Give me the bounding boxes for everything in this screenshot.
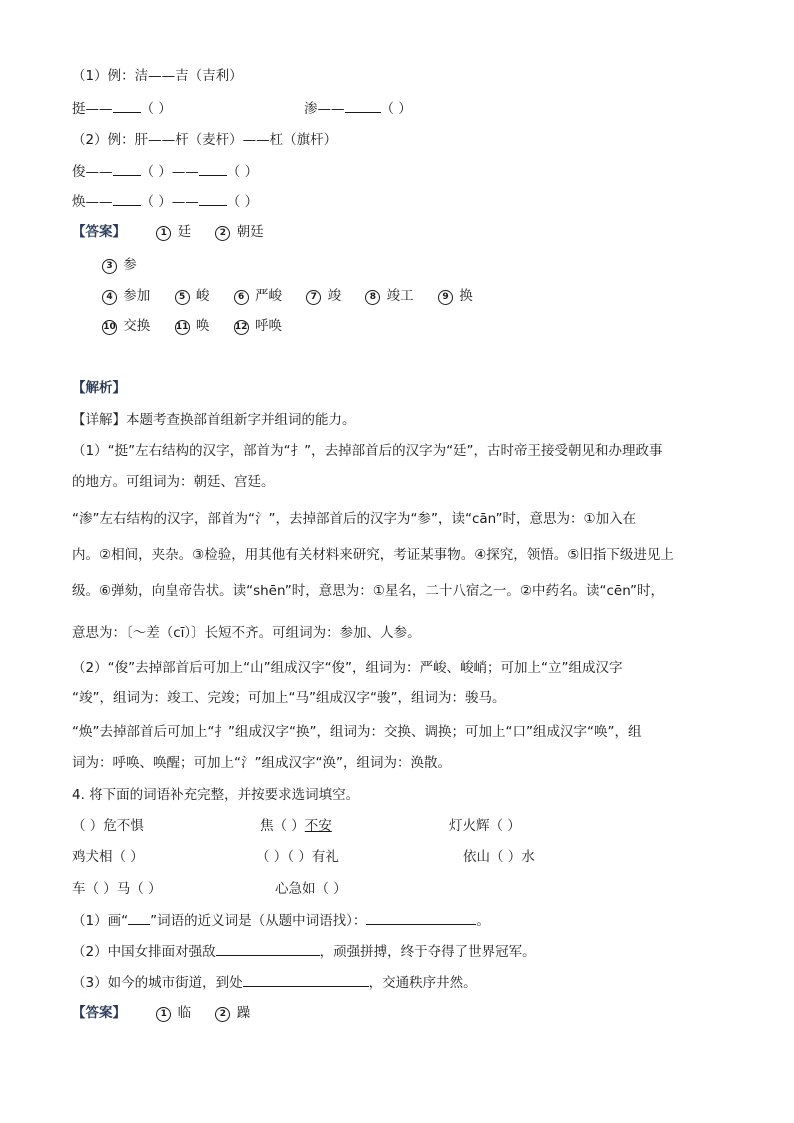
circled-number: 11: [175, 320, 190, 335]
q3-part2-row-b: 焕—— （ ）—— （ ）: [72, 191, 258, 212]
analysis-line: 意思为：〔～差（cī）〕长短不齐。可组词为：参加、人参。: [72, 625, 421, 641]
analysis-line: “渗”左右结构的汉字，部首为“氵”，去掉部首后的汉字为“参”，读“cān”时，意思为：①加入在: [72, 511, 637, 527]
circled-number: 2: [215, 1007, 230, 1022]
analysis-line: 词为：呼唤、唤醒；可加上“氵”组成汉字“涣”，组词为：涣散。: [72, 755, 451, 771]
q3-part2-row-a: 俊—— （ ）—— （ ）: [72, 161, 258, 182]
circled-number: 10: [102, 320, 117, 335]
answer-item: 2 朝廷: [215, 222, 263, 242]
blank-line[interactable]: [345, 98, 381, 113]
circled-number: 12: [234, 320, 249, 335]
answer-item: 1 临: [156, 1003, 191, 1023]
analysis-line: 的地方。可组词为：朝廷、宫廷。: [72, 474, 275, 490]
answer-tag: 【答案】: [72, 1005, 126, 1021]
answer-item: 4 参加: [102, 286, 150, 306]
answer-item: 3 参: [102, 255, 137, 275]
circled-number: 1: [156, 226, 171, 241]
answer-item: 11 唤: [175, 318, 210, 334]
analysis-line: 内。②相间，夹杂。③检验，用其他有关材料来研究，考证某事物。④探究，领悟。⑤旧指下级进见上: [72, 547, 674, 563]
answer-row-4: [102, 316, 302, 336]
answer-row-2: [102, 255, 157, 275]
answer-item: 12 呼唤: [234, 318, 282, 334]
q4-idiom: 灯火辉（ ）: [449, 818, 521, 834]
answer-item: 7 竣: [306, 286, 341, 306]
circled-number: 3: [102, 259, 117, 274]
answer-item: 10 交换: [103, 318, 151, 334]
q4-idiom: 车（ ）马（ ）: [72, 881, 162, 897]
answer-item: 8 竣工: [365, 286, 413, 306]
answer-item: 9 换: [438, 286, 473, 306]
analysis-line: “竣”，组词为：竣工、完竣；可加上“马”组成汉字“骏”，组词为：骏马。: [72, 690, 506, 706]
q3-part1-example: （1）例：洁——吉（吉利）: [72, 68, 243, 84]
blank-line[interactable]: [216, 941, 320, 956]
q4-idiom: （ ）（ ）有礼: [256, 849, 339, 865]
underlined-word: 不安: [304, 818, 332, 834]
circled-number: 6: [234, 290, 249, 305]
circled-number: 5: [175, 290, 190, 305]
answer-item: 5 峻: [175, 286, 210, 306]
q4-idiom: （ ）危不惧: [72, 818, 144, 834]
q4-idiom: 心急如（ ）: [275, 881, 347, 897]
analysis-line: 【详解】本题考查换部首组新字并组词的能力。: [72, 412, 356, 428]
blank-line[interactable]: [243, 972, 369, 987]
circled-number: 8: [365, 290, 380, 305]
answer-row-q4: [72, 1003, 270, 1023]
blank-line[interactable]: [113, 191, 141, 206]
answer-row-3: [102, 286, 493, 306]
answer-item: 6 严峻: [234, 286, 282, 306]
blank-line[interactable]: [113, 161, 141, 176]
circled-number: 2: [215, 226, 230, 241]
blank-line[interactable]: [366, 910, 476, 925]
answer-item: 2 躁: [215, 1003, 250, 1023]
q4-idiom: 依山（ ）水: [463, 849, 535, 865]
q3-part1-row-b: 渗—— （ ）: [304, 98, 412, 119]
q4-sub-question: （1）画“ ”词语的近义词是（从题中词语找）： 。: [72, 910, 490, 931]
circled-number: 4: [102, 290, 117, 305]
analysis-line: （2）“俊”去掉部首后可加上“山”组成汉字“俊”，组词为：严峻、峻峭；可加上“立”组成汉字: [72, 660, 623, 676]
q3-part2-example: （2）例：肝——杆（麦杆）——杠（旗杆）: [72, 132, 338, 148]
blank-line: [128, 910, 150, 925]
q4-sub-question: （3）如今的城市街道，到处 ，交通秩序井然。: [72, 972, 477, 993]
q3-part1-row: 挺—— （ ）: [72, 98, 172, 119]
q4-idiom: 焦（ ）不安: [260, 818, 332, 834]
q4-idiom: 鸡犬相（ ）: [72, 849, 144, 865]
answer-item: 1 廷: [156, 222, 191, 242]
q4-sub-question: （2）中国女排面对强敌 ，顽强拼搏，终于夺得了世界冠军。: [72, 941, 536, 962]
analysis-line: 级。⑥弹劾，向皇帝告状。读“shēn”时，意思为：①星名，二十八宿之一。②中药名。读“cēn”时，: [72, 583, 665, 599]
answer-row-1: [72, 222, 284, 242]
answer-tag: 【答案】: [72, 224, 126, 240]
circled-number: 9: [438, 290, 453, 305]
analysis-line: “焕”去掉部首后可加上“扌”组成汉字“换”，组词为：交换、调换；可加上“口”组成汉字“唤”，组: [72, 724, 642, 740]
analysis-tag: 【解析】: [72, 380, 126, 396]
analysis-line: （1）“挺”左右结构的汉字，部首为“扌”，去掉部首后的汉字为“廷”，古时帝王接受朝见和办理政事: [72, 443, 663, 459]
circled-number: 1: [156, 1007, 171, 1022]
blank-line[interactable]: [199, 161, 227, 176]
blank-line[interactable]: [113, 98, 141, 113]
blank-line[interactable]: [199, 191, 227, 206]
circled-number: 7: [306, 290, 321, 305]
q4-title: 4. 将下面的词语补充完整，并按要求选词填空。: [72, 787, 360, 803]
